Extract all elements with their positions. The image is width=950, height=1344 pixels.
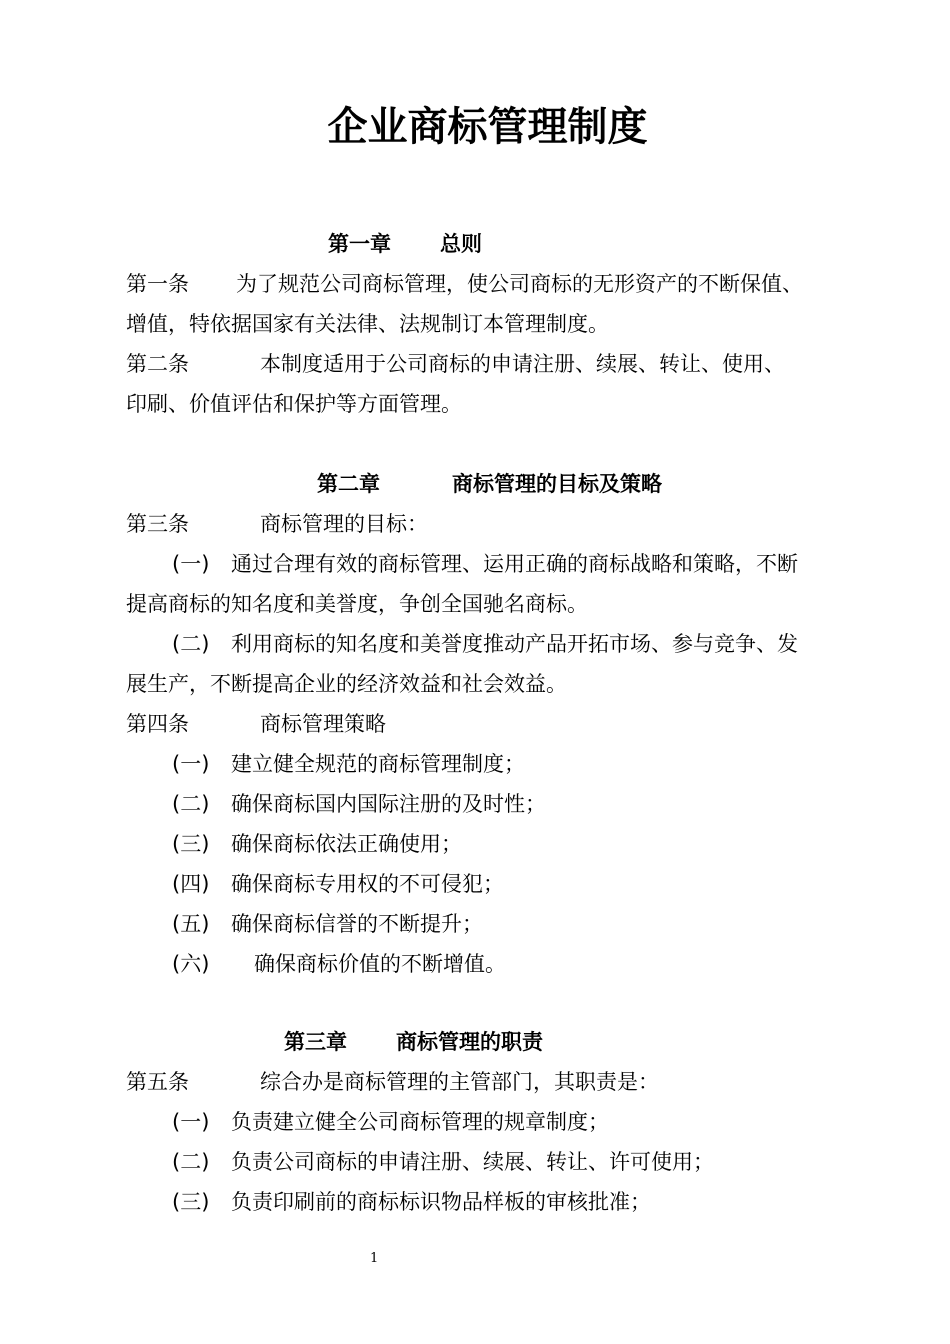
chapter-3-number: 第三章 bbox=[284, 1030, 347, 1054]
article-4-item-1-text: 建立健全规范的商标管理制度； bbox=[231, 752, 525, 776]
article-4-item-3-text: 确保商标依法正确使用； bbox=[231, 832, 462, 856]
article-5-item-2-marker: (二) bbox=[172, 1150, 210, 1174]
article-4-item-3-marker: (三) bbox=[172, 832, 210, 856]
article-3-text: 商标管理的目标： bbox=[260, 512, 428, 536]
article-3-item-2-marker: (二) bbox=[172, 632, 210, 656]
article-3-item-1-marker: (一) bbox=[172, 552, 210, 576]
article-5-item-1-marker: (一) bbox=[172, 1110, 210, 1134]
article-1-line-2: 增值，特依据国家有关法律、法规制订本管理制度。 bbox=[126, 312, 609, 336]
article-3-item-1-line-2: 提高商标的知名度和美誉度，争创全国驰名商标。 bbox=[126, 592, 588, 616]
article-3-item-1-line-1: 通过合理有效的商标管理、运用正确的商标战略和策略，不断 bbox=[231, 552, 798, 576]
article-4-text: 商标管理策略 bbox=[260, 712, 386, 736]
article-3-item-2-line-2: 展生产，不断提高企业的经济效益和社会效益。 bbox=[126, 672, 567, 696]
article-2-line-2: 印刷、价值评估和保护等方面管理。 bbox=[126, 392, 462, 416]
article-2-line-1: 本制度适用于公司商标的申请注册、续展、转让、使用、 bbox=[260, 352, 785, 376]
chapter-1-number: 第一章 bbox=[328, 232, 391, 256]
chapter-3-title: 商标管理的职责 bbox=[396, 1030, 543, 1054]
article-1-number: 第一条 bbox=[126, 272, 189, 296]
page-number: 1 bbox=[370, 1251, 379, 1266]
article-2-number: 第二条 bbox=[126, 352, 189, 376]
article-4-item-6-marker: (六) bbox=[172, 952, 210, 976]
chapter-1-title: 总则 bbox=[440, 232, 482, 256]
article-5-item-3-text: 负责印刷前的商标标识物品样板的审核批准； bbox=[231, 1190, 651, 1214]
article-4-item-4-text: 确保商标专用权的不可侵犯； bbox=[231, 872, 504, 896]
article-5-number: 第五条 bbox=[126, 1070, 189, 1094]
article-5-item-1-text: 负责建立健全公司商标管理的规章制度； bbox=[231, 1110, 609, 1134]
article-1-line-1: 为了规范公司商标管理，使公司商标的无形资产的不断保值、 bbox=[236, 272, 803, 296]
article-4-item-5-text: 确保商标信誉的不断提升； bbox=[231, 912, 483, 936]
article-4-item-5-marker: (五) bbox=[172, 912, 210, 936]
article-5-item-2-text: 负责公司商标的申请注册、续展、转让、许可使用； bbox=[231, 1150, 714, 1174]
article-5-item-3-marker: (三) bbox=[172, 1190, 210, 1214]
article-3-number: 第三条 bbox=[126, 512, 189, 536]
article-3-item-2-line-1: 利用商标的知名度和美誉度推动产品开拓市场、参与竞争、发 bbox=[231, 632, 798, 656]
chapter-2-number: 第二章 bbox=[317, 472, 380, 496]
article-4-item-6-text: 确保商标价值的不断增值。 bbox=[254, 952, 506, 976]
article-4-item-1-marker: (一) bbox=[172, 752, 210, 776]
chapter-2-title: 商标管理的目标及策略 bbox=[452, 472, 662, 496]
document-title: 企业商标管理制度 bbox=[327, 104, 648, 150]
article-5-text: 综合办是商标管理的主管部门，其职责是： bbox=[260, 1070, 659, 1094]
article-4-item-2-text: 确保商标国内国际注册的及时性； bbox=[231, 792, 546, 816]
article-4-item-4-marker: (四) bbox=[172, 872, 210, 896]
article-4-number: 第四条 bbox=[126, 712, 189, 736]
article-4-item-2-marker: (二) bbox=[172, 792, 210, 816]
